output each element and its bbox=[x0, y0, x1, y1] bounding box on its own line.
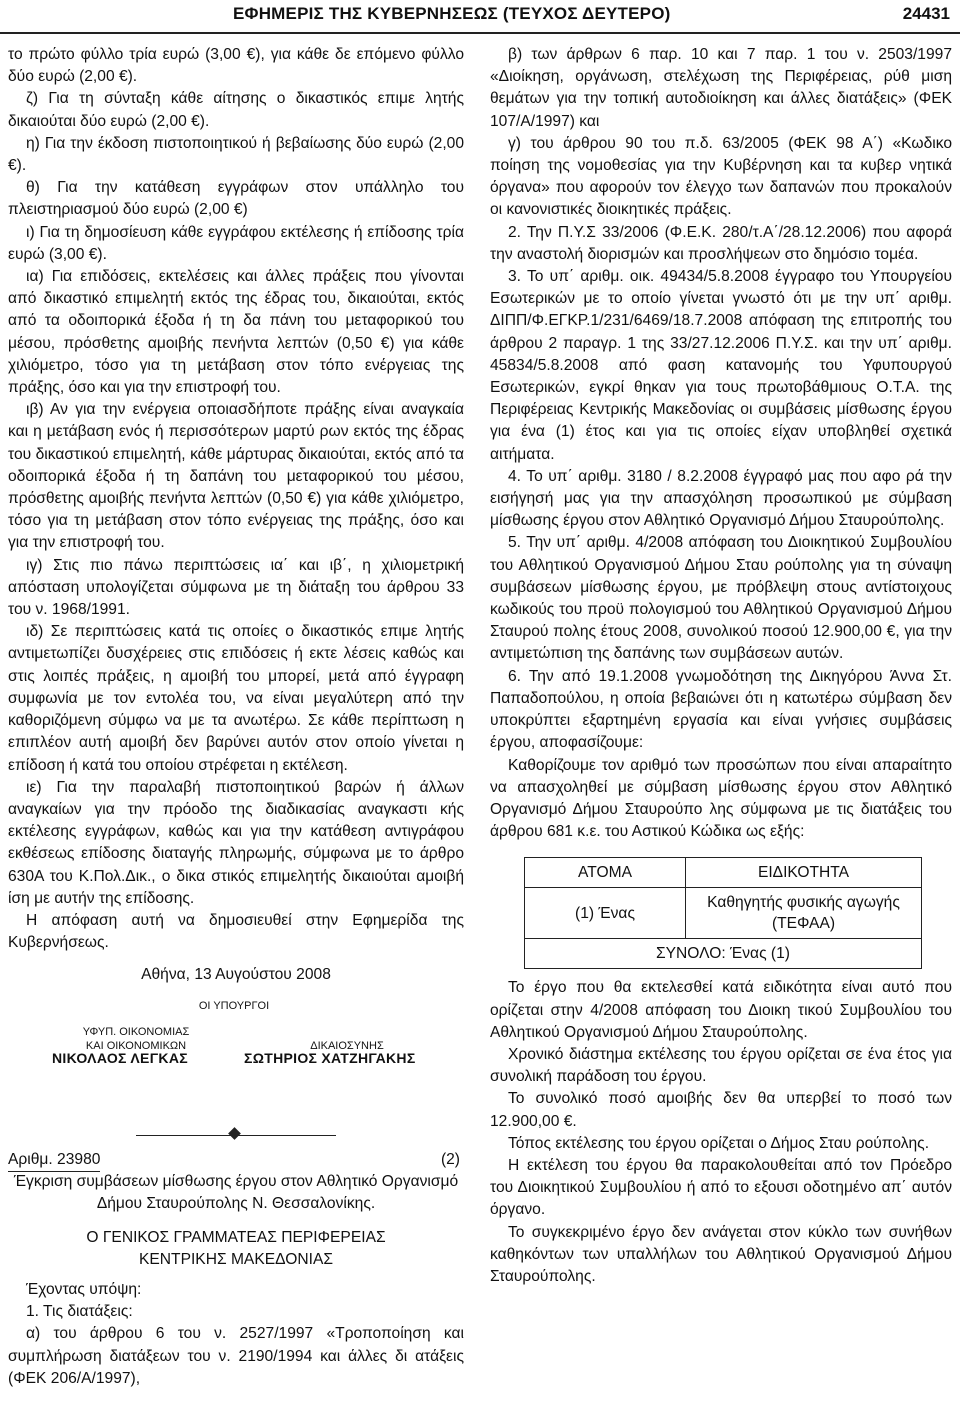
paragraph: Το συνολικό ποσό αμοιβής δεν θα υπερβεί το ποσό των 12.900,00 €. bbox=[490, 1090, 952, 1130]
table-row bbox=[525, 888, 922, 939]
paragraph: θ) Για την κατάθεση εγγράφων στον υπάλληλο του πλειστηριασμού δύο ευρώ (2,00 €) bbox=[8, 179, 464, 219]
staff-table bbox=[524, 857, 922, 969]
paragraph: 3. Το υπ΄ αριθμ. οικ. 49434/5.8.2008 έγγραφο του Υπουργείου Εσωτερικών με το οποίο γίνεται γνωστό ότι με την υπ΄ αριθμ. ΔΙΠΠ/Φ.ΕΓΚΡ.1/231/6469/18.7.2008 απόφαση της επιτροπής του άρθρου 2 παραγρ. 1 της 33/27.12.2006 Π.Υ.Σ. και την υπ΄ αριθμ. 45834/5.8.2008 από φαση κατανομής του Υφυπουργού Εσωτερικών, εγκρί θηκαν για τους πρωτοβάθμιους Ο.Τ.Α. της Περιφέρειας Κεντρικής Μακεδονίας οι συμβάσεις μίσθωσης έργου για ένα (1) έτος και για τις οποίες είχαν υποβληθεί σχετικά αιτήματα. bbox=[490, 268, 952, 463]
paragraph: η) Για την έκδοση πιστοποιητικού ή βεβαίωσης δύο ευρώ (2,00 €). bbox=[8, 134, 464, 175]
gazette-title: ΕΦΗΜΕΡΙΣ ΤΗΣ ΚΥΒΕΡΝΗΣΕΩΣ (ΤΕΥΧΟΣ ΔΕΥΤΕΡΟ) bbox=[233, 4, 671, 23]
paragraph: το πρώτο φύλλο τρία ευρώ (3,00 €), για κάθε δε επόμενο φύλλο δύο ευρώ (2,00 €). bbox=[8, 46, 464, 86]
paragraph: ι) Για τη δημοσίευση κάθε εγγράφου εκτέλεσης ή επίδοσης τρία ευρώ (3,00 €). bbox=[8, 223, 464, 263]
paragraph: ζ) Για τη σύνταξη κάθε αίτησης ο δικαστικός επιμε λητής δικαιούται δύο ευρώ (2,00 €). bbox=[8, 90, 464, 130]
minister2-role: ΔΙΚΑΙΟΣΥΝΗΣ bbox=[310, 1039, 384, 1052]
paragraph: ιβ) Αν για την ενέργεια οποιασδήποτε πράξης είναι αναγκαία και η μετάβαση ενός ή περισσότερων μαρτύ ρων εκτός της έδρας του δικαστικού επιμελητή, κάθε μάρτυρας δικαιούται, εκτός από τα οδοιπορικά έξοδα ή τη δαπάνη του μεταφορικού του μέσου, πρόσθετης αμοιβής πενήντα λεπτών (0,50 €) για κάθε χιλιόμετρο, τόσο για τη μετάβαση στον τόπο ενέργειας της πράξης, όσο και για την επιστροφή του. bbox=[8, 401, 464, 552]
authority-heading: Ο ΓΕΝΙΚΟΣ ΓΡΑΜΜΑΤΕΑΣ ΠΕΡΙΦΕΡΕΙΑΣ ΚΕΝΤΡΙΚΗΣ ΜΑΚΕΔΟΝΙΑΣ bbox=[86, 1228, 386, 1268]
paragraph: Καθορίζουμε τον αριθμό των προσώπων που είναι απαραίτητο να απασχοληθεί με σύμβαση μίσθωσης έργου στον Αθλητικό Οργανισμό Δήμου Σταυρούπο λης σύμφωνα με τις διατάξεις του άρθρου 681 κ.ε. του Αστικού Κώδικα ως εξής: bbox=[490, 756, 952, 841]
paragraph: Η εκτέλεση του έργου θα παρακολουθείται από τον Πρόεδρο του Διοικητικού Συμβουλίου ή από το εξουσι οδοτημένο απ΄ αυτόν όργανο. bbox=[490, 1156, 952, 1219]
diamond-ornament-icon bbox=[228, 1127, 241, 1140]
minister2-name: ΣΩΤΗΡΙΟΣ ΧΑΤΖΗΓΑΚΗΣ bbox=[244, 1049, 416, 1066]
paragraph: Το έργο που θα εκτελεσθεί κατά ειδικότητα είναι αυτό που ορίζεται στην 4/2008 απόφαση του Διοικη τικού Συμβουλίου του Αθλητικού Οργανισμού Δήμου Σταυρούπολης. bbox=[490, 979, 952, 1041]
cell-total: ΣΥΝΟΛΟ: Ένας (1) bbox=[525, 939, 922, 969]
place-date: Αθήνα, 13 Αυγούστου 2008 bbox=[141, 966, 331, 984]
paragraph: Χρονικό διάστημα εκτέλεσης του έργου ορίζεται σε ένα έτος για συνολική παράδοση του έργου. bbox=[490, 1045, 952, 1086]
paragraph: Έχοντας υπόψη: bbox=[26, 1280, 142, 1298]
paragraph: Το συγκεκριμένο έργο δεν ανάγεται στον κύκλο των συνήθων καθηκόντων των υπαλλήλων του Αθλητικού Οργανισμού Δήμου Σταυρούπολης. bbox=[490, 1223, 952, 1285]
section-divider bbox=[8, 1123, 464, 1149]
cell-specialty: Καθηγητής φυσικής αγωγής (ΤΕΦΑΑ) bbox=[686, 888, 922, 939]
paragraph: α) του άρθρου 6 του ν. 2527/1997 «Τροποποίηση και συμπλήρωση διατάξεων του ν. 2190/1994 και άλλες δι ατάξεις (ΦΕΚ 206/Α/1997), bbox=[8, 1325, 464, 1387]
paragraph: ιδ) Σε περιπτώσεις κατά τις οποίες ο δικαστικός επιμε λητής αντιμετωπίζει δυσχέρειες στις επιδόσεις ή εκτε λέσεις καθώς και στις λοιπές πράξεις, η αμοιβή του μπορεί, μετά από έγγραφη συμφωνία με τον εντολέα του, να είναι μεγαλύτερη από την καθοριζόμενη σύμφω να με τα ανωτέρω. Σε κάθε περίπτωση η επιπλέον αυτή αμοιβή δεν βαρύνει αυτόν στον οποίο γίνεται η επίδοση ή κατά του οποίου στρέφεται η εκτέλεση. bbox=[8, 623, 464, 774]
paragraph: 1. Τις διατάξεις: bbox=[26, 1303, 133, 1321]
paragraph: 5. Την υπ΄ αριθμ. 4/2008 απόφαση του Διοικητικού Συμβουλίου του Αθλητικού Οργανισμού Δήμου Σταυ ρούπολης για τη σύναψη συμβάσεων μίσθωσης έργου, με πρόβλεψη στους αντίστοιχους κωδικούς του προϋ πολογισμού του Αθλητικού Οργανισμού Δήμου Σταυρού πολης έτους 2008, συνολικού ποσού 12.900,00 €, για την αντιμετώπιση της δαπάνης των συμβάσεων αυτών. bbox=[490, 534, 952, 663]
paragraph: ια) Για επιδόσεις, εκτελέσεις και άλλες πράξεις που γίνονται από δικαστικό επιμελητή εκτός της έδρας του, δικαιούται, εκτός από τα οδοιπορικά έξοδα ή τη δα πάνη του μεταφορικού του μέσου, πρόσθετης αμοιβής πενήντα λεπτών (0,50 €) για κάθε χιλιόμετρο, τόσο για τη μετάβαση στον τόπο ενέργειας της πράξης, όσο και για την επιστροφή του. bbox=[8, 268, 464, 397]
paragraph: γ) του άρθρου 90 του π.δ. 63/2005 (ΦΕΚ 98 Α΄) «Κωδικο ποίηση της νομοθεσίας για την Κυβέρνηση και τα κυβερ νητικά όργανα» που αφορούν τον έλεγχο των δαπανών που προκαλούν οι κανονιστικές διοικητικές πράξεις. bbox=[490, 134, 952, 219]
paragraph: ιγ) Στις πιο πάνω περιπτώσεις ια΄ και ιβ΄, η χιλιομετρική απόσταση υπολογίζεται σύμφωνα με τη διάταξη του άρθρου 33 του ν. 1968/1991. bbox=[8, 556, 464, 619]
decision-index: (2) bbox=[440, 1150, 460, 1168]
table-header-row bbox=[525, 858, 922, 888]
left-column bbox=[8, 44, 464, 1390]
paragraph: ιε) Για την παραλαβή πιστοποιητικού βαρών ή άλλων αναγκαίων για την πρόοδο της διαδικασίας αναγκαστι κής εκτέλεσης εγγράφων, καθώς και για την κατάθεση αντιγράφου εκθέσεως επίδοσης διαταγής πληρωμής, σύμφωνα με το άρθρο 630Α του Κ.Πολ.Δικ., ο δικα στικός επιμελητής δικαιούται αμοιβή ίση με αυτήν της επίδοσης. bbox=[8, 778, 464, 907]
minister1-role: ΥΦΥΠ. ΟΙΚΟΝΟΜΙΑΣ ΚΑΙ ΟΙΚΟΝΟΜΙΚΩΝ bbox=[82, 1025, 190, 1052]
ministers-heading: ΟΙ ΥΠΟΥΡΓΟΙ bbox=[198, 999, 270, 1012]
paragraph: Η απόφαση αυτή να δημοσιευθεί στην Εφημερίδα της Κυβερνήσεως. bbox=[8, 911, 464, 952]
header-persons: ΑΤΟΜΑ bbox=[525, 858, 686, 888]
header-specialty: ΕΙΔΙΚΟΤΗΤΑ bbox=[686, 858, 922, 888]
decision-number-row bbox=[8, 1149, 464, 1171]
paragraph: 4. Το υπ΄ αριθμ. 3180 / 8.2.2008 έγγραφό μας που αφο ρά την εισήγησή μας για την απασχόληση προσωπικού με σύμβαση μίσθωσης έργου στον Αθλητικό Οργανισμό Δήμου Σταυρούπολης. bbox=[490, 467, 952, 530]
minister1-name: ΝΙΚΟΛΑΟΣ ΛΕΓΚΑΣ bbox=[52, 1049, 188, 1066]
paragraph: β) των άρθρων 6 παρ. 10 και 7 παρ. 1 του ν. 2503/1997 «Διοίκηση, οργάνωση, στελέχωση της Περιφέρειας, ρύθ μιση θεμάτων για την τοπική αυτοδιοίκηση και άλλες διατάξεις» (ΦΕΚ 107/Α/1997) και bbox=[490, 46, 952, 130]
page-header bbox=[0, 0, 960, 34]
page-number: 24431 bbox=[902, 4, 950, 23]
paragraph: 6. Την από 19.1.2008 γνωμοδότηση της Δικηγόρου Άννα Στ. Παπαδοπούλου, η οποία βεβαιώνει ότι η κατωτέρω σύμβαση δεν υποκρύπτει εξαρτημένη εργασία και είναι γνήσιες συμβάσεις έργου, αποφασίζουμε: bbox=[490, 667, 952, 752]
right-column bbox=[490, 44, 952, 1288]
paragraph: Τόπος εκτέλεσης του έργου ορίζεται ο Δήμος Σταυ ρούπολης. bbox=[508, 1134, 930, 1152]
table-total-row bbox=[525, 939, 922, 969]
decision-number: Αριθμ. 23980 bbox=[8, 1149, 100, 1172]
paragraph: 2. Την Π.Υ.Σ 33/2006 (Φ.Ε.Κ. 280/τ.Α΄/28.12.2006) που αφορά την αναστολή διορισμών και προσλήψεων στο δημόσιο τομέα. bbox=[490, 223, 952, 263]
cell-persons: (1) Ένας bbox=[525, 888, 686, 939]
decision-title: Έγκριση συμβάσεων μίσθωσης έργου στον Αθλητικό Οργανισμό Δήμου Σταυρούπολης Ν. Θεσσαλονίκης. bbox=[13, 1172, 459, 1212]
signature-block bbox=[8, 991, 464, 1123]
